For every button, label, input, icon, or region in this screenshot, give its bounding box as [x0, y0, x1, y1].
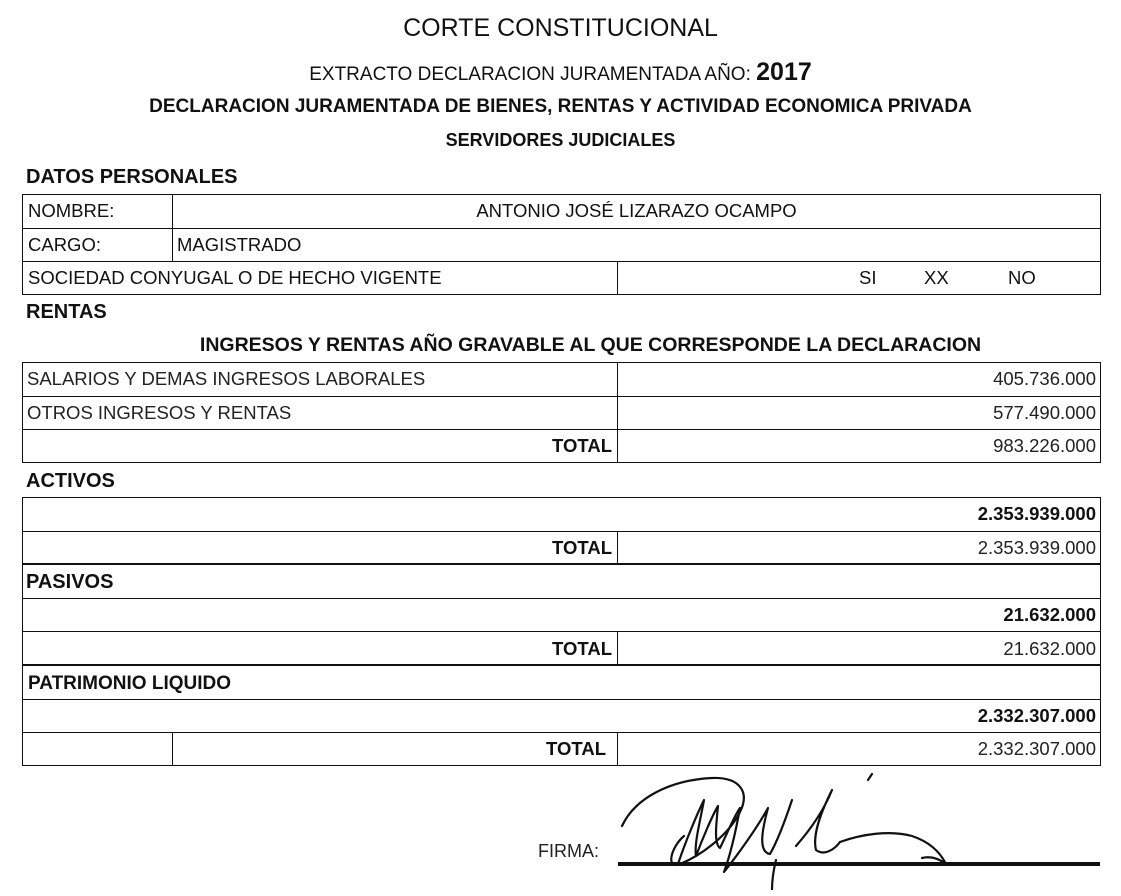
sociedad-label: SOCIEDAD CONYUGAL O DE HECHO VIGENTE — [28, 267, 442, 288]
document-subtitle — [0, 58, 1121, 87]
nombre-label: NOMBRE: — [28, 200, 115, 221]
document-title: CORTE CONSTITUCIONAL — [403, 14, 718, 42]
declaration-description: DECLARACION JURAMENTADA DE BIENES, RENTAS Y ACTIVIDAD ECONOMICA PRIVADA — [149, 96, 972, 117]
cargo-value: MAGISTRADO — [177, 234, 302, 255]
section-patrimonio: PATRIMONIO LIQUIDO — [28, 673, 232, 694]
table-divider — [22, 429, 1101, 430]
section-datos-personales: DATOS PERSONALES — [26, 166, 238, 188]
pasivos-value: 21.632.000 — [1003, 604, 1096, 625]
table-divider — [617, 362, 618, 463]
table-divider — [617, 261, 618, 295]
section-rentas: RENTAS — [26, 301, 107, 323]
rentas-row-label: OTROS INGRESOS Y RENTAS — [27, 402, 292, 423]
pasivos-total-label: TOTAL — [552, 638, 612, 659]
subtitle-prefix: EXTRACTO DECLARACION JURAMENTADA AÑO: — [309, 64, 751, 85]
activos-total-value: 2.353.939.000 — [977, 537, 1096, 558]
patrimonio-value: 2.332.307.000 — [977, 705, 1096, 726]
patrimonio-total-label: TOTAL — [546, 738, 606, 759]
table-divider — [22, 732, 1101, 733]
firma-label: FIRMA: — [538, 841, 599, 861]
pasivos-total-value: 21.632.000 — [1003, 638, 1096, 659]
cargo-label: CARGO: — [28, 234, 101, 255]
table-divider — [22, 531, 1101, 532]
table-divider — [22, 261, 1101, 262]
rentas-total-value: 983.226.000 — [993, 435, 1096, 456]
rentas-row-value: 577.490.000 — [993, 402, 1096, 423]
table-divider — [22, 396, 1101, 397]
table-divider — [22, 631, 1101, 632]
signature-icon — [600, 760, 980, 890]
rentas-subheading: INGRESOS Y RENTAS AÑO GRAVABLE AL QUE CORRESPONDE LA DECLARACION — [199, 334, 982, 356]
rentas-row-value: 405.736.000 — [993, 368, 1096, 389]
servant-category: SERVIDORES JUDICIALES — [445, 130, 676, 150]
section-pasivos: PASIVOS — [26, 571, 114, 593]
no-label: NO — [1008, 267, 1036, 288]
si-label: SI — [859, 267, 877, 288]
rentas-total-label: TOTAL — [552, 435, 612, 456]
table-divider — [22, 699, 1101, 700]
nombre-value: ANTONIO JOSÉ LIZARAZO OCAMPO — [476, 200, 797, 221]
rentas-row-label: SALARIOS Y DEMAS INGRESOS LABORALES — [27, 368, 426, 389]
activos-value: 2.353.939.000 — [977, 503, 1096, 524]
section-activos: ACTIVOS — [26, 470, 115, 492]
table-divider — [22, 228, 1101, 229]
table-divider — [617, 531, 618, 564]
table-divider — [617, 631, 618, 665]
table-divider — [22, 598, 1101, 599]
patrimonio-total-value: 2.332.307.000 — [977, 738, 1096, 759]
activos-total-label: TOTAL — [552, 537, 612, 558]
declaration-year: 2017 — [756, 58, 812, 86]
sociedad-mark: XX — [924, 267, 949, 288]
